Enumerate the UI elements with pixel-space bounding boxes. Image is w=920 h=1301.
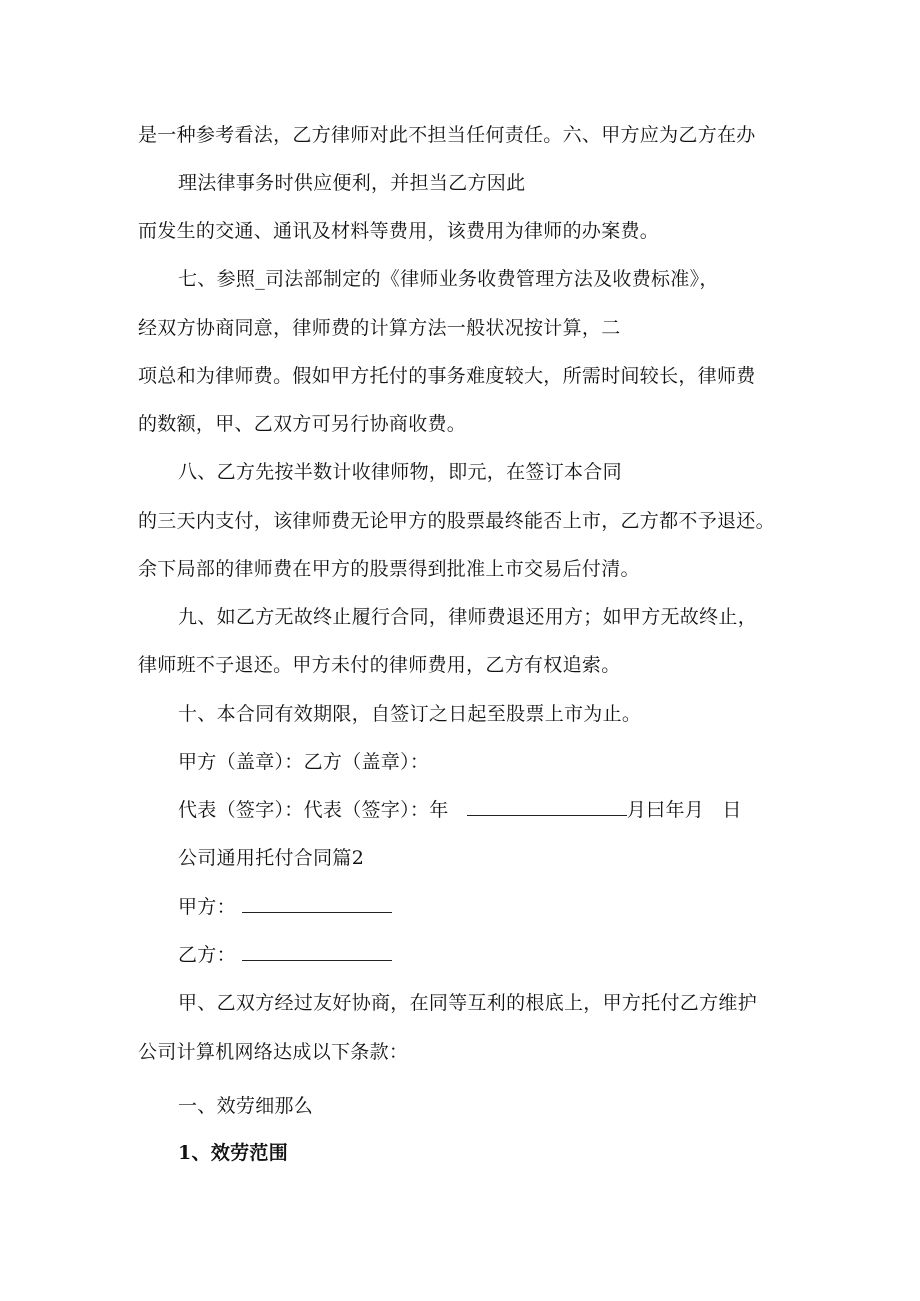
paragraph-line: 理法律事务时供应便利，并担当乙方因此: [178, 172, 526, 194]
paragraph-line: 公司计算机网络达成以下条款：: [138, 1041, 409, 1063]
paragraph-line: 七、参照_司法部制定的《律师业务收费管理方法及收费标准》，: [178, 268, 719, 290]
paragraph-line: 的数额，甲、乙双方可另行协商收费。: [138, 413, 467, 435]
section-heading: 公司通用托付合同篇2: [178, 847, 365, 869]
paragraph-line: 项总和为律师费。假如甲方托付的事务难度较大，所需时间较长，律师费: [138, 365, 756, 387]
paragraph-line: 九、如乙方无故终止履行合同，律师费退还用方；如甲方无故终止，: [178, 606, 758, 628]
paragraph-line: 余下局部的律师费在甲方的股票得到批准上市交易后付清。: [138, 558, 640, 580]
paragraph-line: 的三天内支付，该律师费无论甲方的股票最终能否上市，乙方都不予退还。: [138, 510, 775, 532]
signature-line: [178, 797, 742, 823]
party-b-blank[interactable]: [242, 942, 392, 961]
signature-prefix: 代表（签字）：代表（签字）：年: [178, 799, 449, 821]
signature-suffix: 月曰年月: [626, 799, 705, 821]
paragraph-line: 八、乙方先按半数计收律师物，即元，在签订本合同: [178, 461, 622, 483]
paragraph-line: 经双方协商同意，律师费的计算方法一般状况按计算，二: [138, 317, 621, 339]
clause-heading: 一、效劳细那么: [178, 1095, 314, 1117]
paragraph-line: 甲、乙双方经过友好协商，在同等互利的根底上，甲方托付乙方维护: [178, 992, 758, 1014]
signature-tail: 日: [722, 799, 742, 821]
paragraph-line: 而发生的交通、通讯及材料等费用，该费用为律师的办案费。: [138, 220, 660, 242]
party-a-label: 甲方：: [178, 896, 236, 918]
paragraph-line: 十、本合同有效期限，自签订之日起至股票上市为止。: [178, 703, 642, 725]
seal-line: 甲方（盖章）：乙方（盖章）：: [178, 751, 430, 773]
party-b-label: 乙方：: [178, 944, 236, 966]
party-a-blank[interactable]: [242, 894, 392, 913]
party-b-line: [178, 942, 392, 968]
paragraph-line: 是一种参考看法，乙方律师对此不担当任何责任。六、甲方应为乙方在办: [138, 124, 756, 146]
date-blank[interactable]: [467, 797, 627, 816]
party-a-line: [178, 894, 392, 920]
sub-clause-heading: 1、效劳范围: [178, 1142, 289, 1164]
paragraph-line: 律师班不子退还。甲方未付的律师费用，乙方有权追索。: [138, 654, 621, 676]
